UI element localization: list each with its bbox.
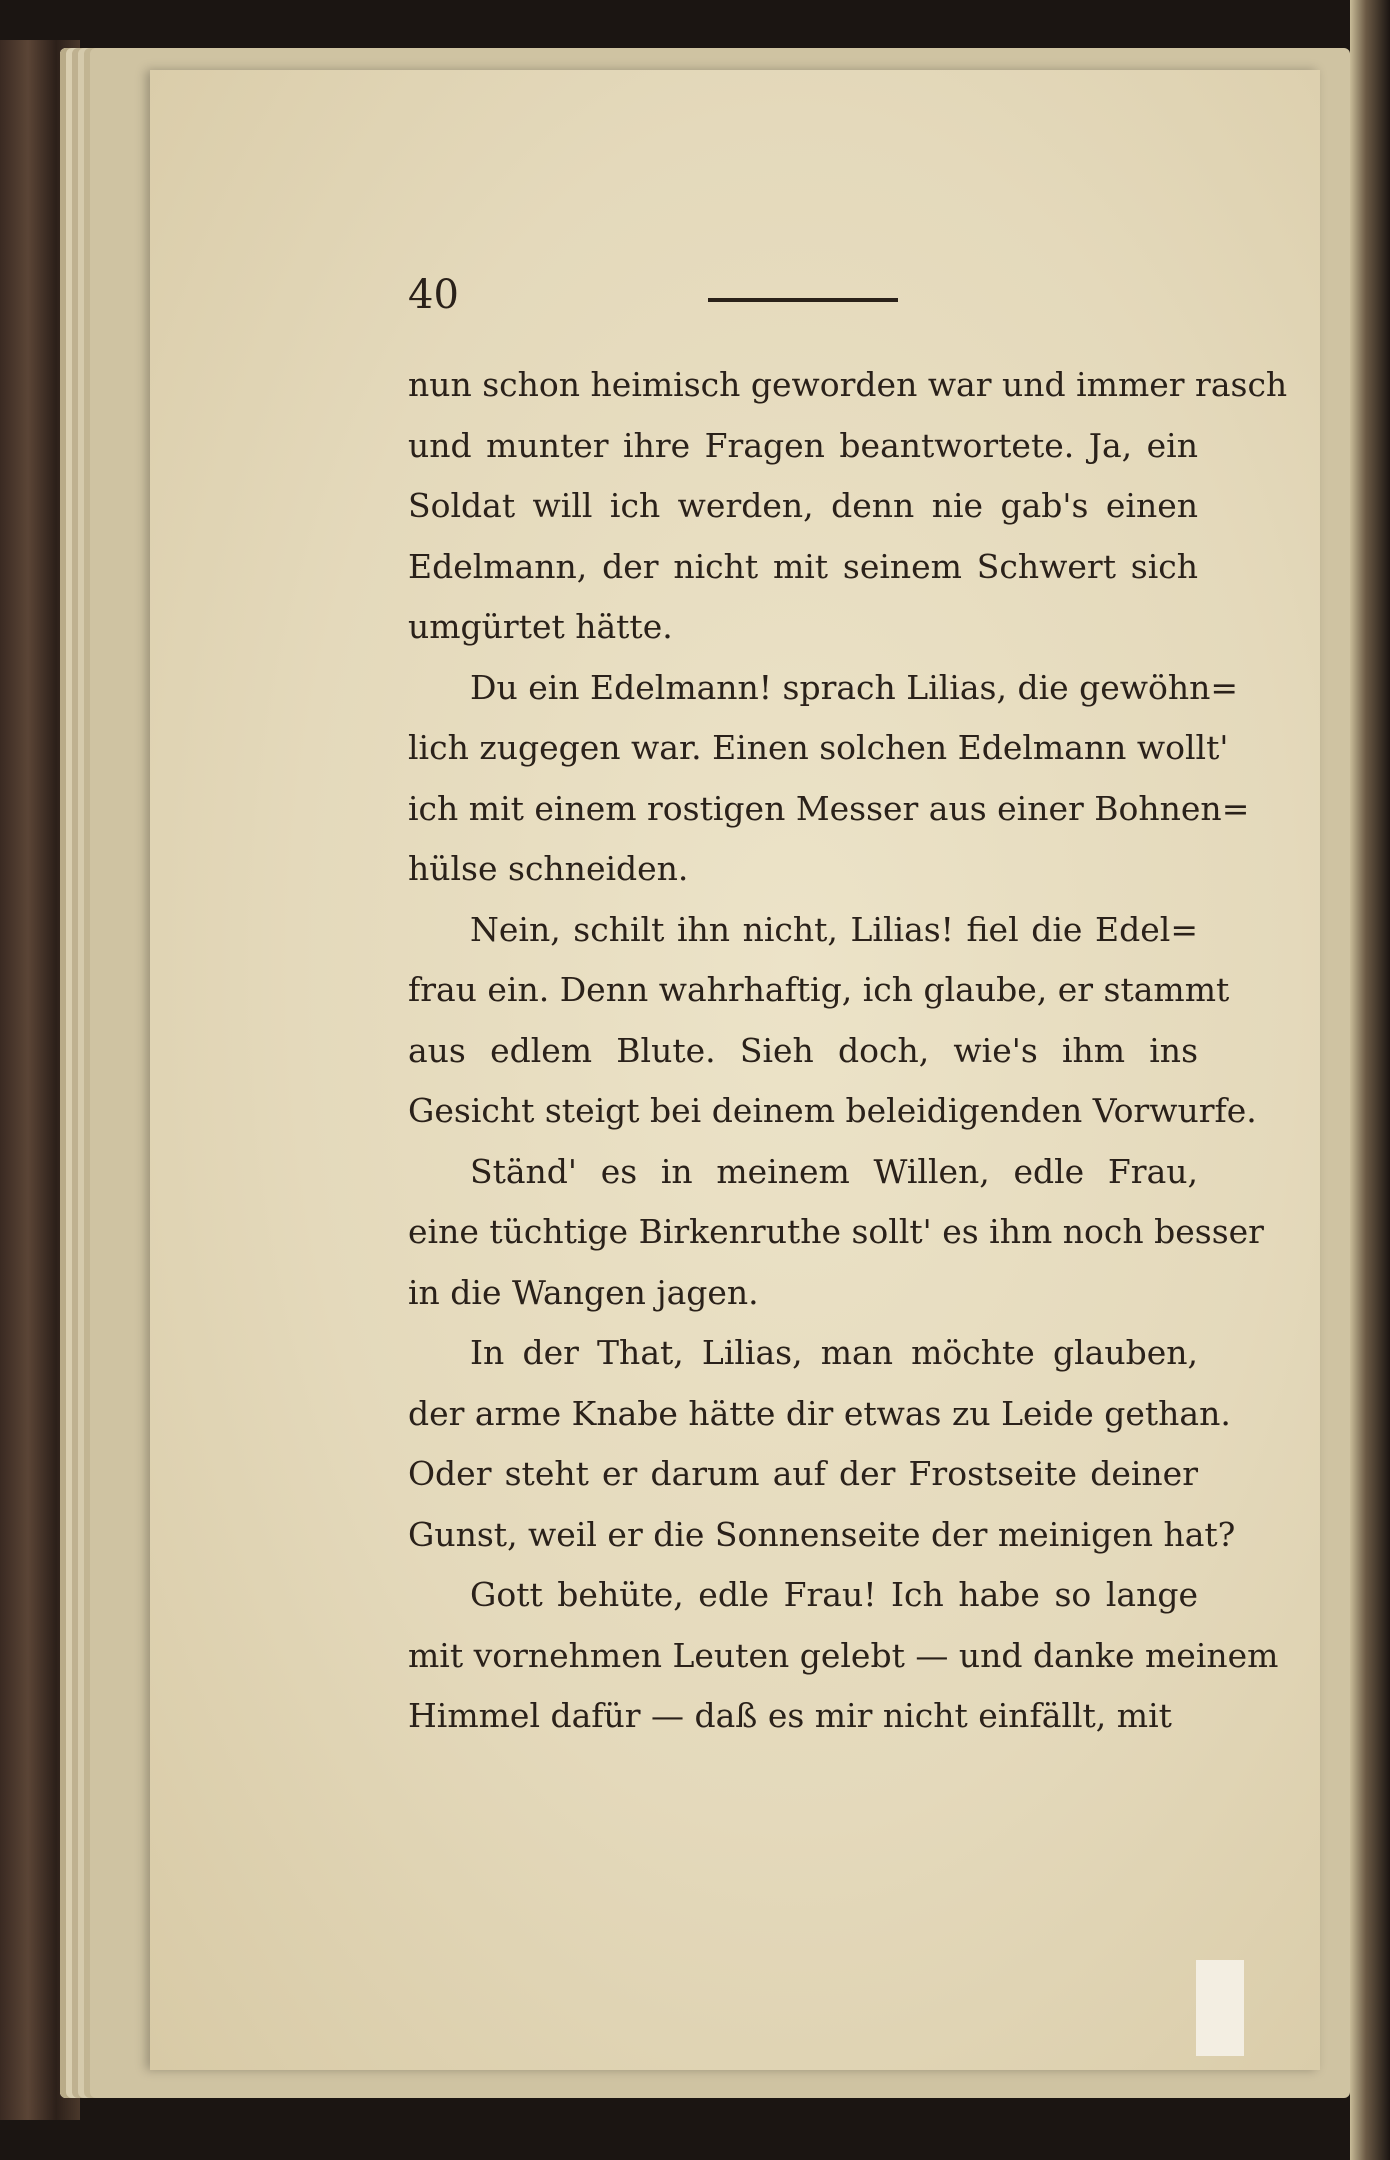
text-line: mit vornehmen Leuten gelebt — und danke meinem (408, 1635, 1279, 1675)
text-line: Gunst, weil er die Sonnenseite der meinigen hat? (408, 1514, 1236, 1554)
text-line: der arme Knabe hätte dir etwas zu Leide gethan. (408, 1393, 1231, 1433)
text-line: ich mit einem rostigen Messer aus einer Bohnen= (408, 788, 1250, 828)
text-line: Oder steht er darum auf der Frostseite deiner (408, 1454, 1198, 1493)
text-line: In der That, Lilias, man möchte glauben, (470, 1333, 1198, 1372)
text-line: Nein, schilt ihn nicht, Lilias! fiel die Edel= (470, 909, 1198, 949)
text-line: in die Wangen jagen. (408, 1272, 759, 1312)
text-line: Ständ' es in meinem Willen, edle Frau, (470, 1151, 1198, 1191)
text-line: Du ein Edelmann! sprach Lilias, die gewöhn= (470, 667, 1239, 707)
text-line: Edelmann, der nicht mit seinem Schwert sich (408, 546, 1198, 586)
text-line: umgürtet hätte. (408, 607, 673, 646)
text-line: eine tüchtige Birkenruthe sollt' es ihm noch besser (408, 1212, 1264, 1251)
text-line: und munter ihre Fragen beantwortete. Ja, ein (408, 425, 1198, 465)
text-line: aus edlem Blute. Sieh doch, wie's ihm ins (408, 1030, 1198, 1070)
header-rule (708, 298, 898, 302)
page-gutter-shadow (1350, 0, 1390, 2160)
text-line: Gesicht steigt bei deinem beleidigenden Vorwurfe. (408, 1091, 1257, 1130)
text-line: frau ein. Denn wahrhaftig, ich glaube, er stammt (408, 970, 1230, 1009)
text-line: Himmel dafür — daß es mir nicht einfällt, mit (408, 1696, 1172, 1735)
text-line: Gott behüte, edle Frau! Ich habe so lange (470, 1575, 1198, 1614)
page-number: 40 (408, 272, 459, 318)
text-line: Soldat will ich werden, denn nie gab's einen (408, 486, 1198, 525)
page-header (408, 272, 908, 322)
page-corner-patch (1196, 1960, 1244, 2056)
body-text (408, 355, 1288, 1747)
text-line: hülse schneiden. (408, 849, 689, 888)
text-line: nun schon heimisch geworden war und immer rasch (408, 365, 1288, 404)
text-line: lich zugegen war. Einen solchen Edelmann wollt' (408, 728, 1229, 767)
